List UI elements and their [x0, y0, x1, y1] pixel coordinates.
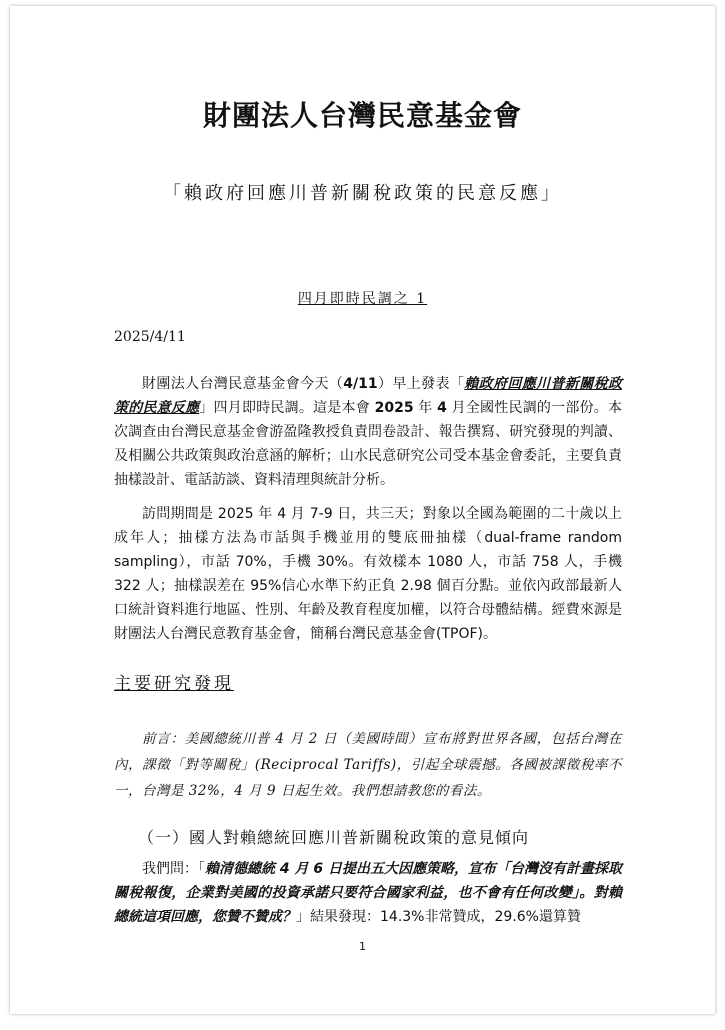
intro-text-2: ）早上發表「: [377, 376, 465, 392]
report-subtitle: 「賴政府回應川普新關稅政策的民意反應」: [163, 183, 562, 204]
methodology-paragraph: 訪問期間是 2025 年 4 月 7-9 日，共三天；對象以全國為範圍的二十歲以上成年人；抽樣方法為市話與手機並用的雙底冊抽樣（dual-frame random sampling），市話 70%，手機 30%。有效樣本 1080 人，市話 758 人，手機 322 人；抽樣誤差在 95%信心水準下約正負 2.98 個百分點。並依內政部最新人口統計資料進行地區、性別、年齡及教育程度加權，以符合母體結構。經費來源是財團法人台灣民意教育基金會，簡稱台灣民意基金會(TPOF)。: [114, 506, 622, 642]
survey-question: 賴清德總統 4 月 6 日提出五大因應策略，宣布「台灣沒有計畫採取關稅報復，企業對美國的投資承諾只要符合國家利益，也不會有任何改變」。對賴總統這項回應，您贊不贊成？: [114, 861, 623, 925]
intro-text-3: 」四月即時民調。這是本會: [199, 400, 375, 416]
report-date: 2025/4/11: [114, 329, 186, 345]
survey-label: [10, 288, 715, 308]
document-title: 財團法人台灣民意基金會: [202, 99, 522, 132]
intro-text-4: 年: [413, 400, 438, 416]
intro-paragraph: [114, 372, 622, 492]
section-heading: 主要研究發現: [114, 674, 234, 694]
survey-label-text: 四月即時民調之 1: [297, 291, 428, 307]
subsection-heading: （一）國人對賴總統回應川普新關稅政策的意見傾向: [138, 828, 530, 847]
intro-text-1: 財團法人台灣民意基金會今天（: [142, 376, 344, 392]
intro-text-5: 月全國性民調的一部份。本次調查由台灣民意基金會游盈隆教授負責問卷設計、報告撰寫、研究發現的判讀、及相關公共政策與政治意涵的解析；山水民意研究公司受本基金會委託，主要負責抽樣設計、電話訪談、資料清理與統計分析。: [114, 400, 623, 488]
page-number: 1: [359, 940, 366, 953]
intro-year: 2025: [374, 400, 414, 416]
intro-month: 4: [437, 400, 447, 416]
findings-paragraph: [114, 857, 622, 929]
preface-paragraph: 前言：美國總統川普 4 月 2 日（美國時間）宣布將對世界各國，包括台灣在內，課徵「對等關稅」(Reciprocal Tariffs)，引起全球震撼。各國被課徵稅率不一，台灣是 32%，4 月 9 日起生效。我們想請教您的看法。: [114, 731, 622, 799]
findings-text-1: 我們問：「: [142, 861, 206, 877]
findings-text-2: 」結果發現：14.3%非常贊成，29.6%還算贊: [296, 909, 581, 925]
document-page: [10, 6, 715, 1014]
intro-report-name: 賴政府回應川普新關稅政策的民意反應: [114, 376, 623, 416]
intro-date: 4/11: [343, 376, 378, 392]
